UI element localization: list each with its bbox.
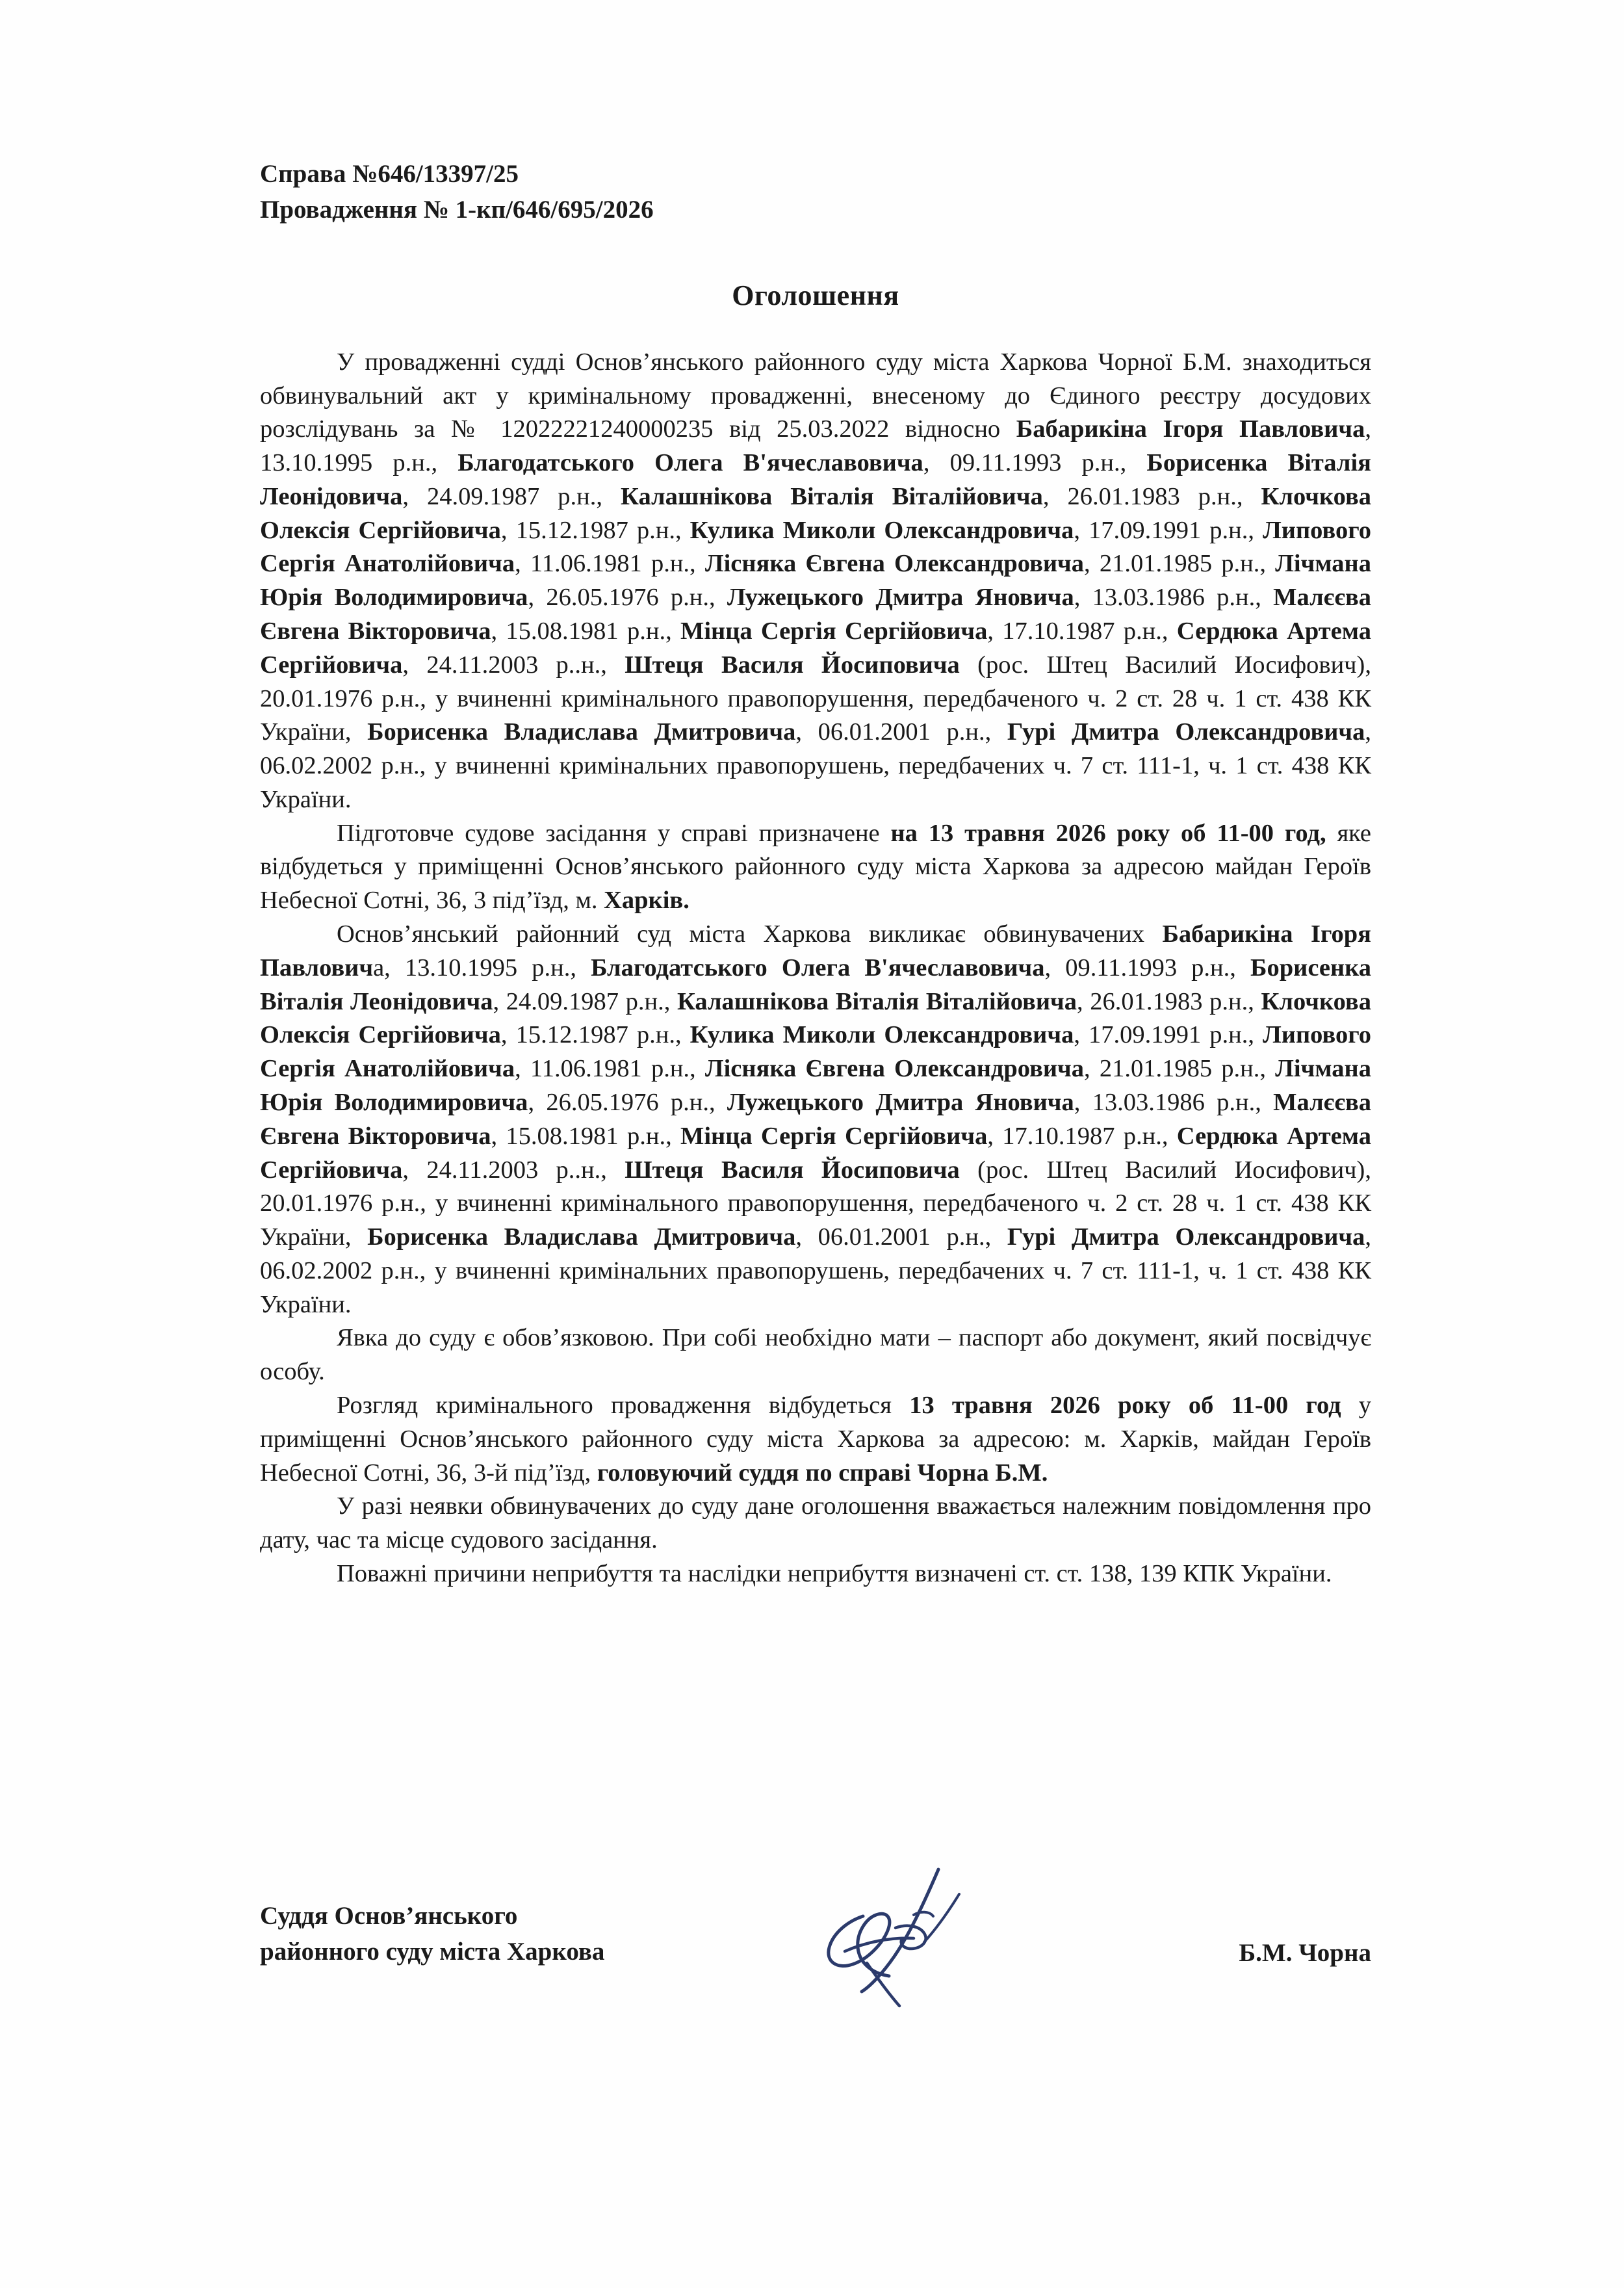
signer-name: Б.М. Чорна bbox=[1239, 1939, 1371, 1967]
paragraph-5: Розгляд кримінального провадження відбудеться 13 травня 2026 року об 11-00 год у приміщенні Основ’янського районного суду міста Харкова за адресою: м. Харків, майдан Героїв Небесної Сотні, 36, 3-й під’їзд, головуючий суддя по справі Чорна Б.М. bbox=[260, 1391, 1372, 1487]
signer-title-line1: Суддя Основ’янського bbox=[260, 1902, 518, 1930]
paragraph-2: Підготовче судове засідання у справі призначене на 13 травня 2026 року об 11-00 год, яке відбудеться у приміщенні Основ’янського районного суду міста Харкова за адресою майдан Героїв Небесної Сотні, 36, 3 під’їзд, м. Харків. bbox=[260, 819, 1372, 915]
signature-icon bbox=[785, 1866, 1058, 2015]
paragraph-3: Основ’янський районний суд міста Харкова викликає обвинувачених Бабарикіна Ігоря Павловича, 13.10.1995 р.н., Благодатського Олега В'ячеславовича, 09.11.1993 р.н., Борисенка Віталія Леонідовича, 24.09.1987 р.н., Калашнікова Віталія Віталійовича, 26.01.1983 р.н., Клочкова Олексія Сергійовича, 15.12.1987 р.н., Кулика Миколи Олександровича, 17.09.1991 р.н., Липового Сергія Анатолійовича, 11.06.1981 р.н., Лісняка Євгена Олександровича, 21.01.1985 р.н., Лічмана Юрія Володимировича, 26.05.1976 р.н., Лужецького Дмитра Яновича, 13.03.1986 р.н., Малєєва Євгена Вікторовича, 15.08.1981 р.н., Мінца Сергія Сергійовича, 17.10.1987 р.н., Сердюка Артема Сергійовича, 24.11.2003 р..н., Штеця Василя Йосиповича (рос. Штец Василий Иосифович), 20.01.1976 р.н., у вчиненні кримінального правопорушення, передбаченого ч. 2 ст. 28 ч. 1 ст. 438 КК України, Борисенка Владислава Дмитровича, 06.01.2001 р.н., Гурі Дмитра Олександровича, 06.02.2002 р.н., у вчиненні кримінальних правопорушень, передбачених ч. 7 ст. 111-1, ч. 1 ст. 438 КК України. bbox=[260, 920, 1372, 1318]
case-header bbox=[260, 156, 1371, 228]
proceeding-number: Провадження № 1-кп/646/695/2026 bbox=[260, 196, 654, 224]
document-body bbox=[260, 156, 1371, 1591]
signer-title bbox=[260, 1898, 604, 1970]
signer-title-line2: районного суду міста Харкова bbox=[260, 1938, 605, 1966]
paragraph-6: У разі неявки обвинувачених до суду дане оголошення вважається належним повідомлення про дату, час та місце судового засідання. bbox=[260, 1492, 1371, 1554]
case-number: Справа №646/13397/25 bbox=[260, 160, 519, 188]
paragraph-7: Поважні причини неприбуття та наслідки неприбуття визначені ст. ст. 138, 139 КПК України. bbox=[337, 1559, 1332, 1587]
page-title: Оголошення bbox=[732, 279, 899, 311]
signature-block bbox=[260, 1898, 1371, 2015]
paragraph-4: Явка до суду є обов’язковою. При собі необхідно мати – паспорт або документ, який посвідчує особу. bbox=[260, 1324, 1371, 1386]
handwritten-signature bbox=[785, 1866, 1058, 2015]
paragraph-1: У провадженні судді Основ’янського районного суду міста Харкова Чорної Б.М. знаходиться обвинувальний акт у кримінальному провадженні, внесеному до Єдиного реєстру досудових розслідувань за № 12022221240000235 від 25.03.2022 відносно Бабарикіна Ігоря Павловича, 13.10.1995 р.н., Благодатського Олега В'ячеславовича, 09.11.1993 р.н., Борисенка Віталія Леонідовича, 24.09.1987 р.н., Калашнікова Віталія Віталійовича, 26.01.1983 р.н., Клочкова Олексія Сергійовича, 15.12.1987 р.н., Кулика Миколи Олександровича, 17.09.1991 р.н., Липового Сергія Анатолійовича, 11.06.1981 р.н., Лісняка Євгена Олександровича, 21.01.1985 р.н., Лічмана Юрія Володимировича, 26.05.1976 р.н., Лужецького Дмитра Яновича, 13.03.1986 р.н., Малєєва Євгена Вікторовича, 15.08.1981 р.н., Мінца Сергія Сергійовича, 17.10.1987 р.н., Сердюка Артема Сергійовича, 24.11.2003 р..н., Штеця Василя Йосиповича (рос. Штец Василий Иосифович), 20.01.1976 р.н., у вчиненні кримінального правопорушення, передбаченого ч. 2 ст. 28 ч. 1 ст. 438 КК України, Борисенка Владислава Дмитровича, 06.01.2001 р.н., Гурі Дмитра Олександровича, 06.02.2002 р.н., у вчиненні кримінальних правопорушень, передбачених ч. 7 ст. 111-1, ч. 1 ст. 438 КК України. bbox=[260, 348, 1372, 813]
